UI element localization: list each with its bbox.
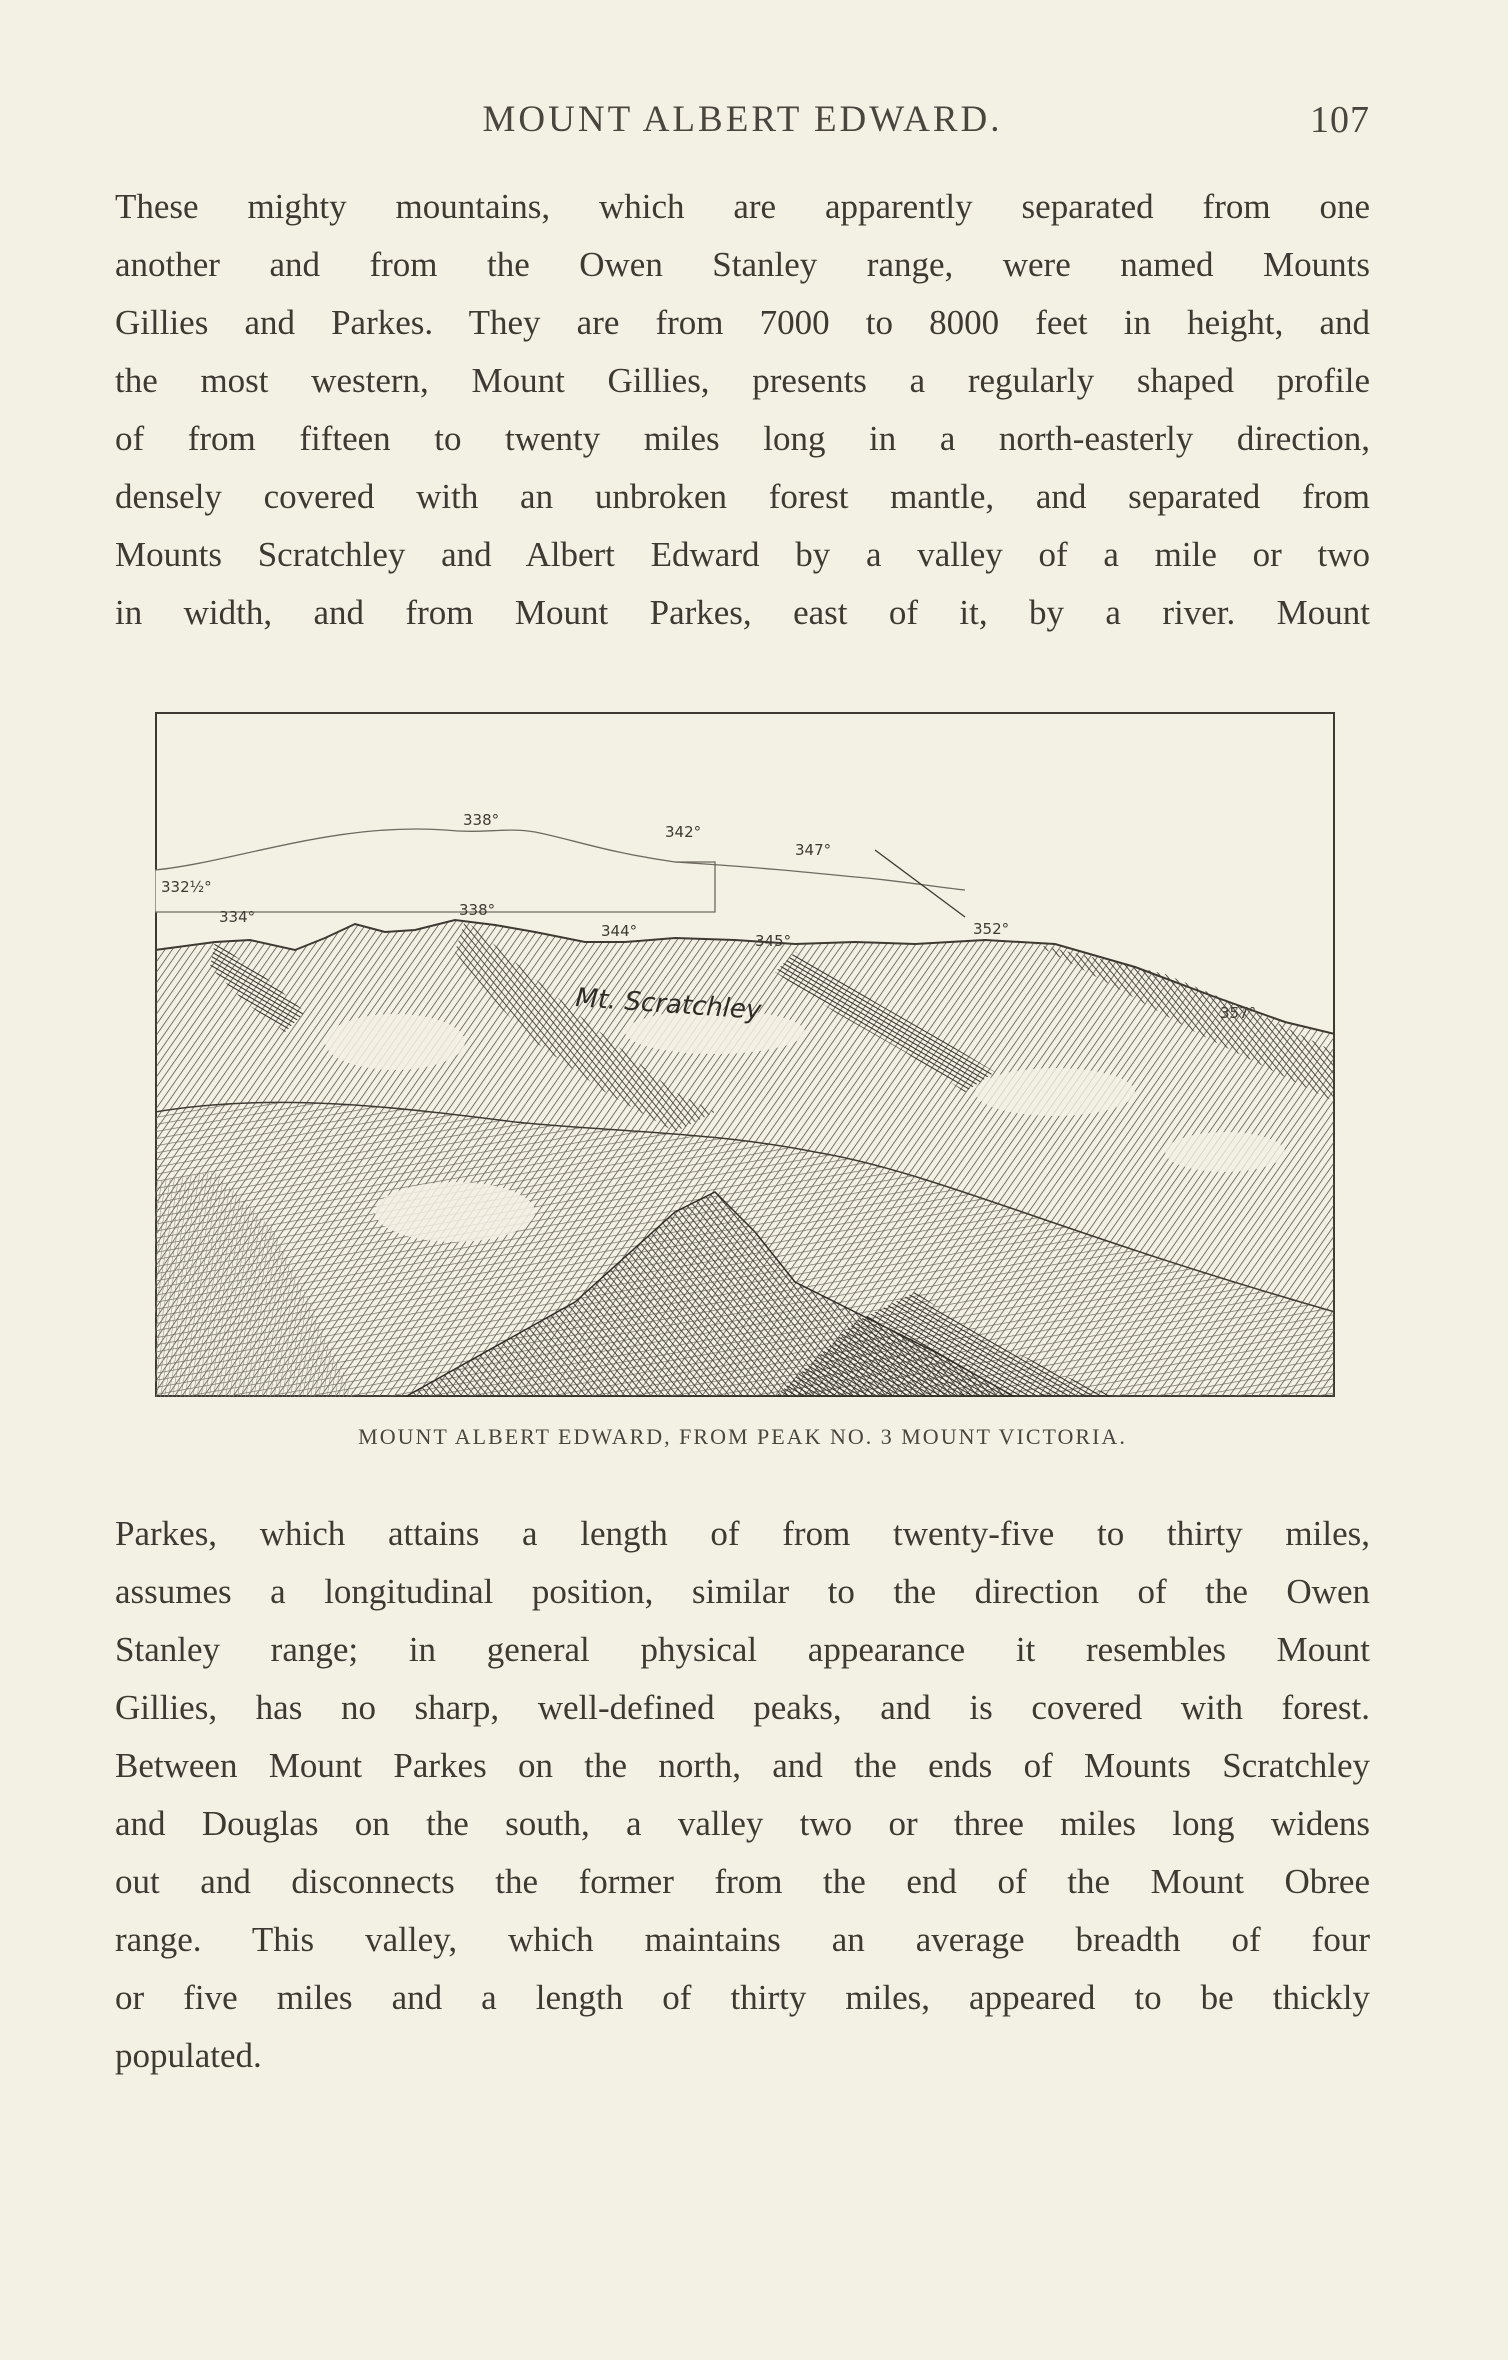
bearing-label: 344°: [601, 922, 638, 940]
bearing-label: 357°: [1220, 1004, 1257, 1022]
text-line: out and disconnects the former from the end of the Mount Obree: [115, 1862, 1370, 1901]
text-line: populated.: [115, 2036, 262, 2075]
snow-patch: [975, 1068, 1135, 1116]
text-line: in width, and from Mount Parkes, east of it, by a river. Mount: [115, 593, 1370, 632]
snow-patch: [325, 1014, 465, 1070]
peak-label: Mt. Scratchley: [574, 983, 763, 1026]
text-line: densely covered with an unbroken forest mantle, and separated from: [115, 477, 1370, 516]
text-line: the most western, Mount Gillies, presents a regularly shaped profile: [115, 361, 1370, 400]
snow-patch: [375, 1182, 535, 1242]
bearing-label: 347°: [795, 841, 832, 859]
text-line: Mounts Scratchley and Albert Edward by a valley of a mile or two: [115, 535, 1370, 574]
text-line: Parkes, which attains a length of from twenty-five to thirty miles,: [115, 1514, 1370, 1553]
bearing-label: 342°: [665, 823, 702, 841]
paragraph-2: [115, 1505, 1370, 2085]
mountain-engraving: [155, 712, 1335, 1397]
bearing-label: 345°: [755, 932, 792, 950]
bearing-label: 334°: [219, 908, 256, 926]
bearing-label: 332½°: [161, 878, 212, 896]
text-line: of from fifteen to twenty miles long in a north-easterly direction,: [115, 419, 1370, 458]
running-title: MOUNT ALBERT EDWARD.: [482, 99, 1003, 140]
text-line: range. This valley, which maintains an average breadth of four: [115, 1920, 1370, 1959]
text-line: Gillies and Parkes. They are from 7000 to 8000 feet in height, and: [115, 303, 1370, 342]
bearing-label: 352°: [973, 920, 1010, 938]
text-line: Between Mount Parkes on the north, and the ends of Mounts Scratchley: [115, 1746, 1370, 1785]
figure-caption: MOUNT ALBERT EDWARD, FROM PEAK NO. 3 MOUNT VICTORIA.: [358, 1424, 1127, 1449]
text-line: another and from the Owen Stanley range, were named Mounts: [115, 245, 1370, 284]
text-line: assumes a longitudinal position, similar to the direction of the Owen: [115, 1572, 1370, 1611]
page-number: 107: [1310, 99, 1370, 141]
text-line: These mighty mountains, which are apparently separated from one: [115, 187, 1370, 226]
paragraph-1: [115, 178, 1370, 642]
engraving-figure: [155, 712, 1335, 1397]
text-line: and Douglas on the south, a valley two or three miles long widens: [115, 1804, 1370, 1843]
bearing-label: 338°: [459, 901, 496, 919]
running-head: [115, 98, 1370, 148]
text-line: or five miles and a length of thirty miles, appeared to be thickly: [115, 1978, 1370, 2017]
snow-patch: [1165, 1132, 1285, 1172]
bearing-label: 338°: [463, 811, 500, 829]
text-line: Stanley range; in general physical appearance it resembles Mount: [115, 1630, 1370, 1669]
text-line: Gillies, has no sharp, well-defined peaks, and is covered with forest.: [115, 1688, 1370, 1727]
